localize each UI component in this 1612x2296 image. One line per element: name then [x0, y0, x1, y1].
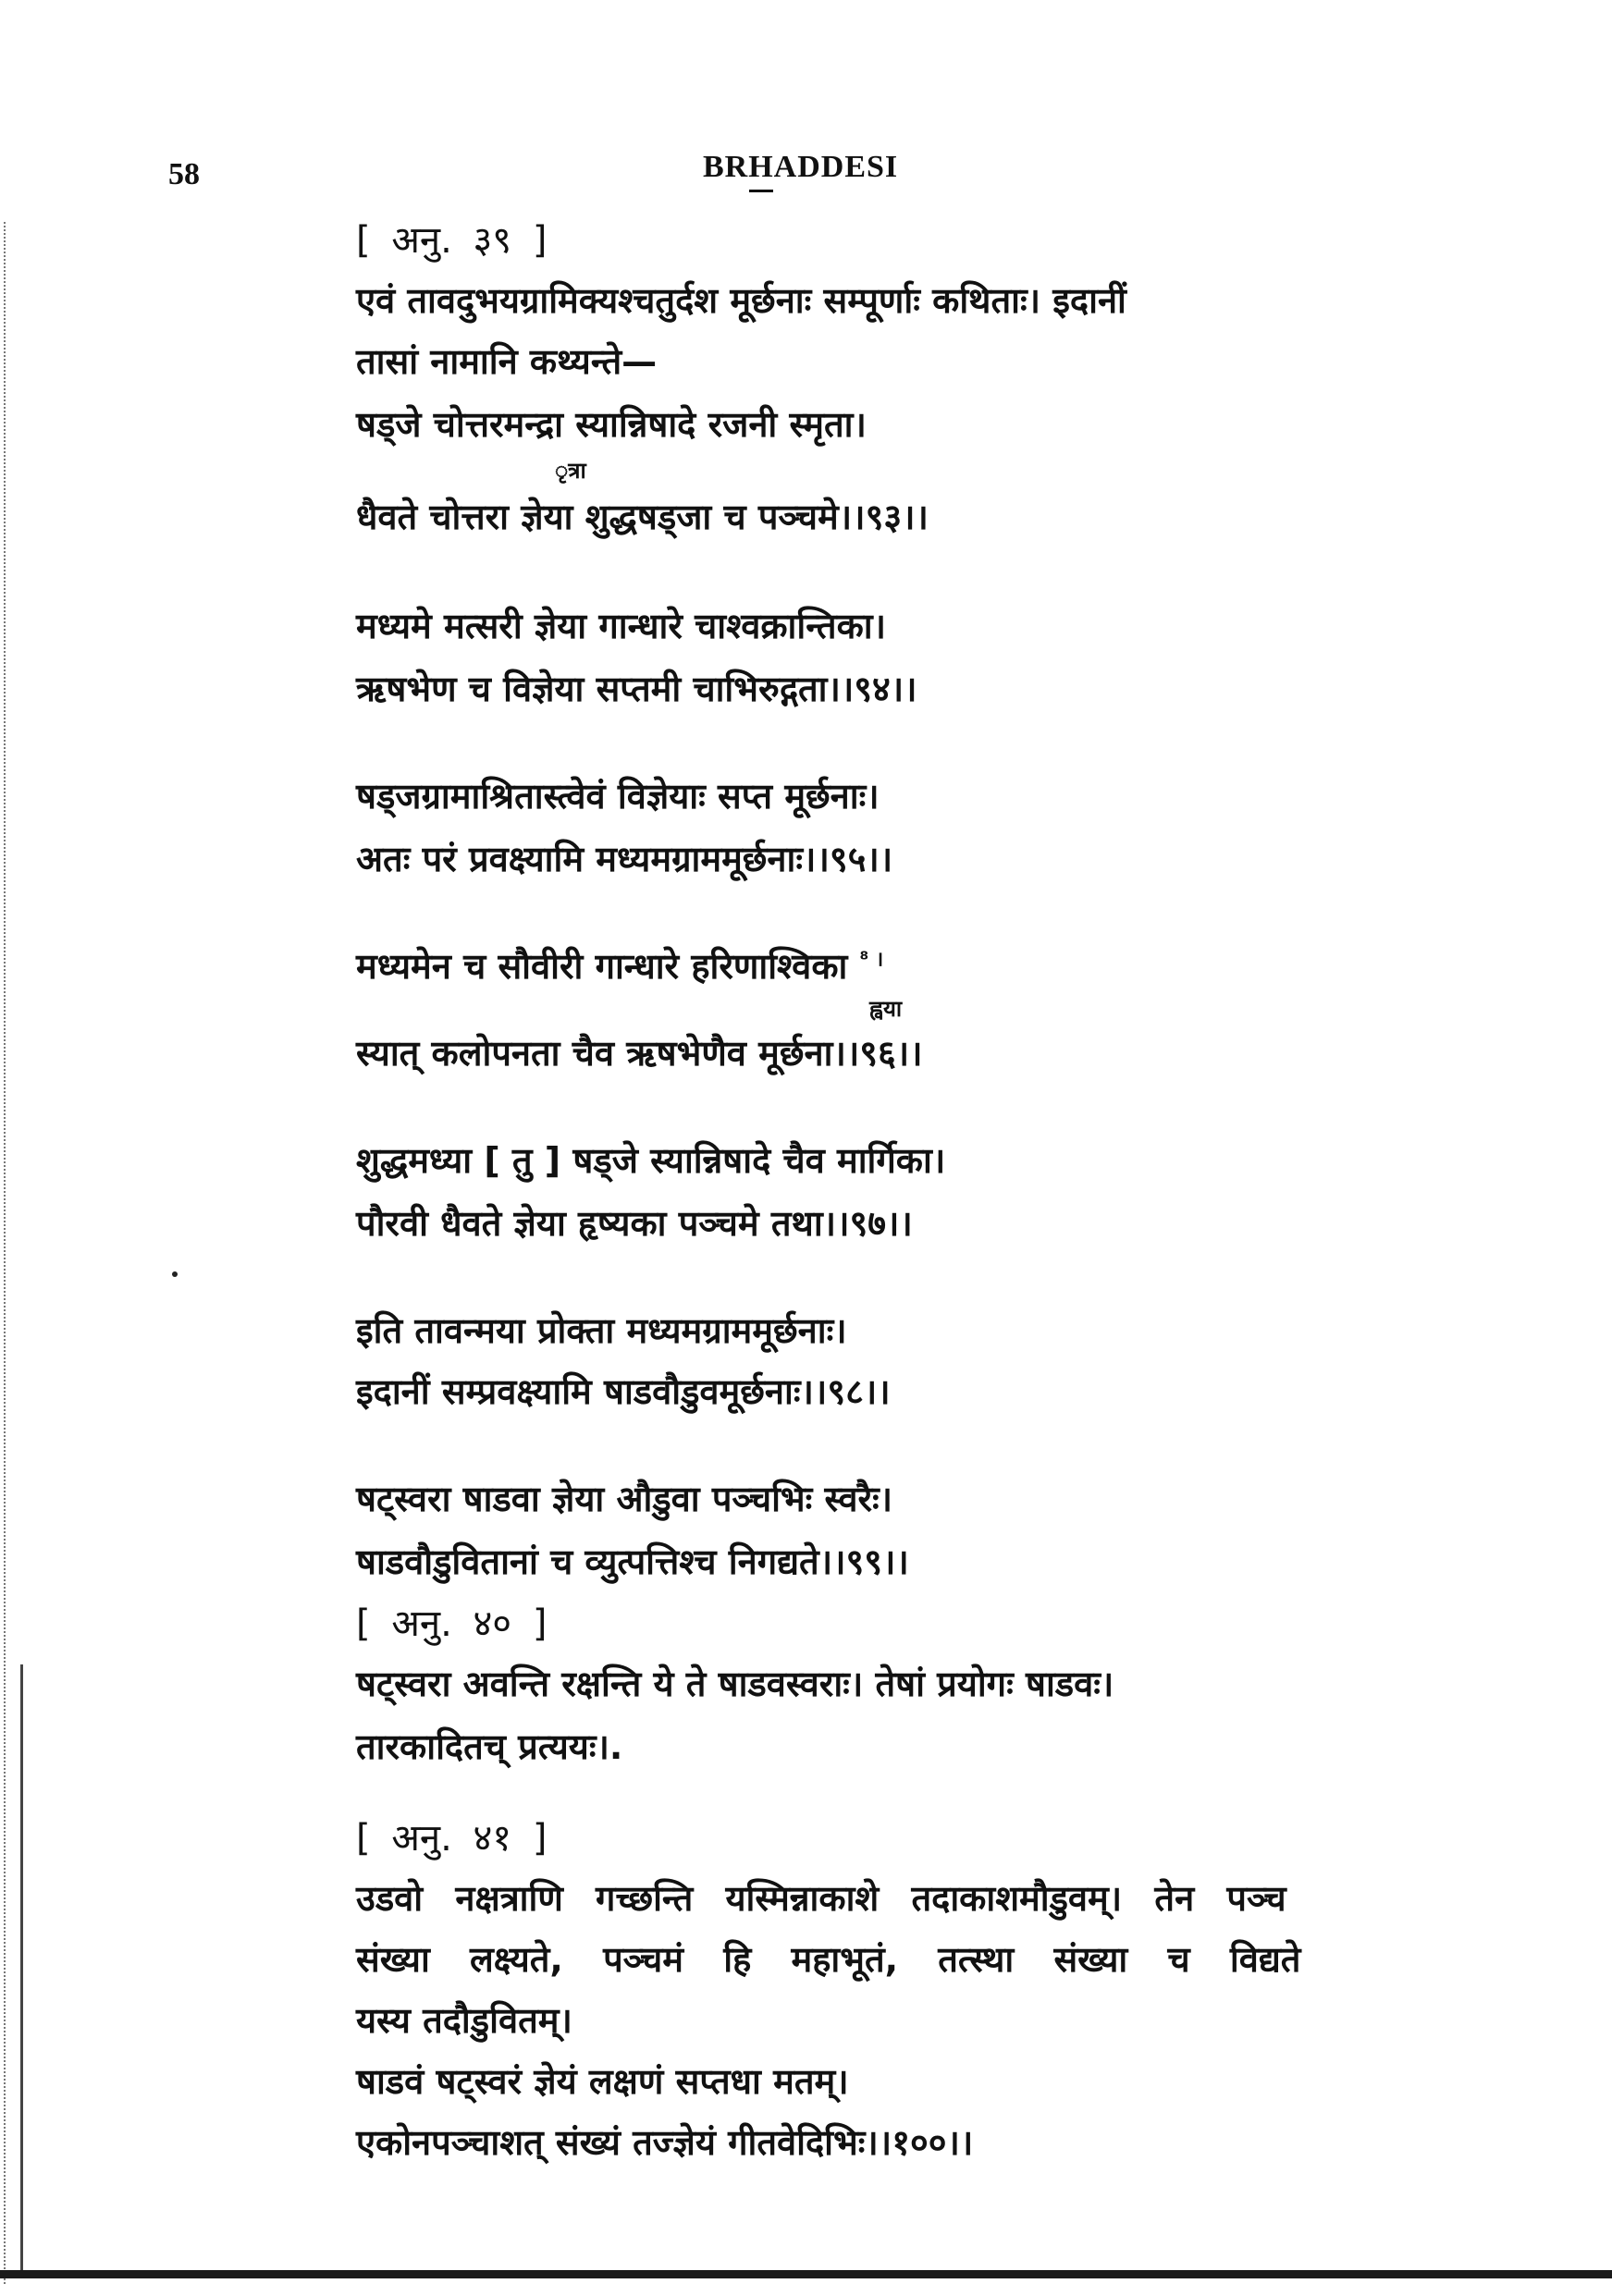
page-bottom-edge: [0, 2270, 1612, 2278]
variant-reading: ह्वया: [869, 996, 903, 1022]
verse-line: षाडवौडुवितानां च व्युत्पत्तिश्च निगद्यते।।९९।।: [356, 1541, 909, 1582]
prose-line: यस्य तदौडुवितम्।: [356, 2000, 572, 2041]
verse-line: स्यात् कलोपनता चैव ऋषभेणैव मूर्छना।।९६।।: [356, 1033, 923, 1074]
section-marker-40: [ अनु. ४० ]: [356, 1602, 548, 1645]
verse-line: ऋषभेण च विज्ञेया सप्तमी चाभिरुद्गता।।९४।।: [356, 669, 917, 709]
prose-line: तारकादितच् प्रत्ययः।.: [356, 1726, 623, 1767]
page-number: 58: [168, 157, 200, 191]
verse-line: इति तावन्मया प्रोक्ता मध्यमग्राममूर्छनाः।: [356, 1310, 847, 1351]
scan-speck: [172, 1271, 178, 1277]
section-marker-39: [ अनु. ३९ ]: [356, 219, 548, 262]
prose-line: तासां नामानि कथ्यन्ते—: [356, 341, 658, 382]
variant-reading: ृत्रा: [555, 458, 586, 484]
verse-line: एकोनपञ्चाशत् संख्यं तज्ज्ञेयं गीतवेदिभिः।।१००।।: [356, 2122, 974, 2163]
verse-line: मध्यमे मत्सरी ज्ञेया गान्धारे चाश्वक्रान्तिका।: [356, 606, 887, 646]
section-marker-41: [ अनु. ४१ ]: [356, 1817, 548, 1860]
verse-line: पौरवी धैवते ज्ञेया हृष्यका पञ्चमे तथा।।९७।।: [356, 1203, 913, 1244]
verse-line: [356, 941, 883, 989]
prose-line: संख्या लक्ष्यते, पञ्चमं हि महाभूतं, तत्स्था संख्या च विद्यते: [356, 1939, 1301, 1980]
underdot-mark: [749, 190, 773, 192]
verse-line: शुद्धमध्या [ तु ] षड्जे स्यान्निषादे चैव मार्गिका।: [356, 1140, 946, 1181]
prose-line: षट्स्वरा अवन्ति रक्षन्ति ये ते षाडवस्वराः। तेषां प्रयोगः षाडवः।: [356, 1664, 1114, 1704]
prose-line: उडवो नक्षत्राणि गच्छन्ति यस्मिन्नाकाशे तदाकाशमौडुवम्। तेन पञ्च: [356, 1878, 1286, 1919]
binding-edge-shadow: [20, 1664, 26, 2275]
verse-line: इदानीं सम्प्रवक्ष्यामि षाडवौडुवमूर्छनाः।।९८।।: [356, 1371, 891, 1412]
verse-line: षाडवं षट्स्वरं ज्ञेयं लक्षणं सप्तधा मतम्।: [356, 2061, 849, 2102]
running-title: [703, 150, 898, 185]
binding-edge: [4, 222, 9, 2284]
verse-line: अतः परं प्रवक्ष्यामि मध्यमग्राममूर्छनाः।।९५।।: [356, 839, 893, 879]
prose-line: एवं तावदुभयग्रामिक्यश्चतुर्दश मूर्छनाः सम्पूर्णाः कथिताः। इदानीं: [356, 280, 1126, 321]
verse-line: षट्स्वरा षाडवा ज्ञेया औडुवा पञ्चभिः स्वरैः।: [356, 1479, 893, 1519]
verse-line: धैवते चोत्तरा ज्ञेया शुद्धषड्जा च पञ्चमे।।९३।।: [356, 497, 929, 537]
footnote-mark: ⁸ ।: [859, 948, 884, 972]
verse-line: षड्जे चोत्तरमन्द्रा स्यान्निषादे रजनी स्मृता।: [356, 404, 867, 445]
verse-text: मध्यमेन च सौवीरी गान्धारे हरिणाश्विका: [356, 946, 848, 987]
verse-line: षड्जग्रामाश्रितास्त्वेवं विज्ञेयाः सप्त मूर्छनाः।: [356, 776, 880, 816]
running-title-text: BRHADDESI: [703, 150, 899, 184]
